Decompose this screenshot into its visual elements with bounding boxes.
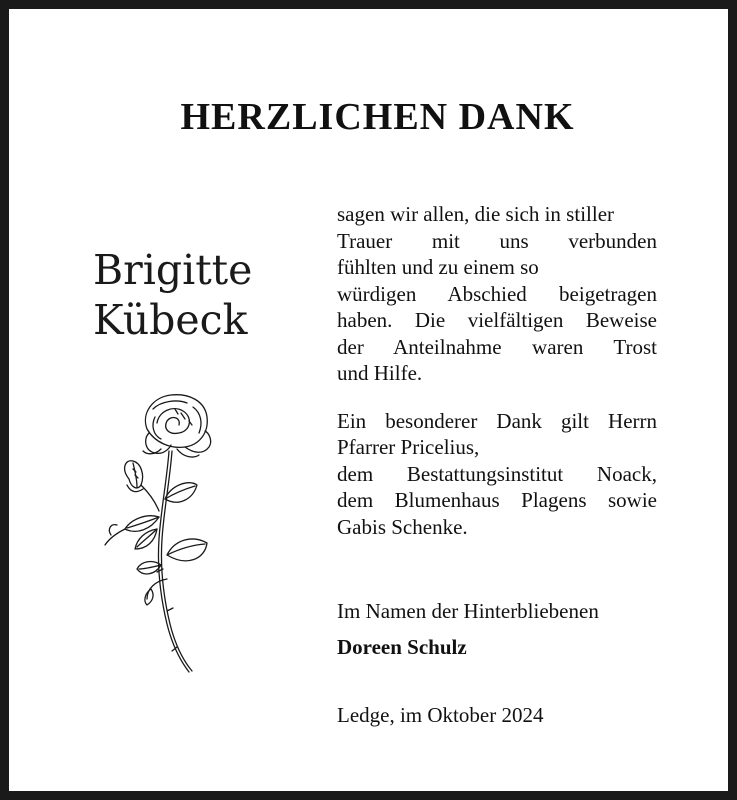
signer-name: Doreen Schulz (337, 635, 467, 659)
notice-title: HERZLICHEN DANK (180, 96, 575, 138)
text-line: Gabis Schenke. (337, 514, 468, 539)
thanks-paragraph-2 (337, 408, 657, 541)
place-date: Ledge, im Oktober 2024 (337, 703, 544, 727)
deceased-first-name: Brigitte (93, 246, 253, 294)
deceased-name (93, 245, 252, 345)
text-line: würdigen Abschied beigetragen (337, 281, 657, 306)
deceased-last-name: Kübeck (93, 296, 248, 344)
text-line: und Hilfe. (337, 361, 423, 385)
text-line: Pfarrer Pricelius, (337, 435, 480, 459)
thanks-text (337, 201, 657, 540)
text-line: dem Blumenhaus Plagens sowie (337, 488, 657, 512)
text-line: Ein besonderer Dank gilt Herrn (337, 408, 657, 433)
rose-icon (97, 389, 227, 679)
text-line: Trauer mit uns verbunden (337, 228, 657, 253)
text-line: dem Bestattungsinstitut Noack, (337, 461, 657, 486)
thanks-paragraph-1 (337, 201, 657, 387)
text-line: der Anteilnahme waren Trost (337, 334, 657, 359)
text-line: fühlten und zu einem so (337, 255, 539, 279)
text-line: sagen wir allen, die sich in stiller (337, 202, 615, 226)
on-behalf-line: Im Namen der Hinterbliebenen (337, 599, 599, 623)
text-line: haben. Die vielfältigen Beweise (337, 308, 657, 332)
